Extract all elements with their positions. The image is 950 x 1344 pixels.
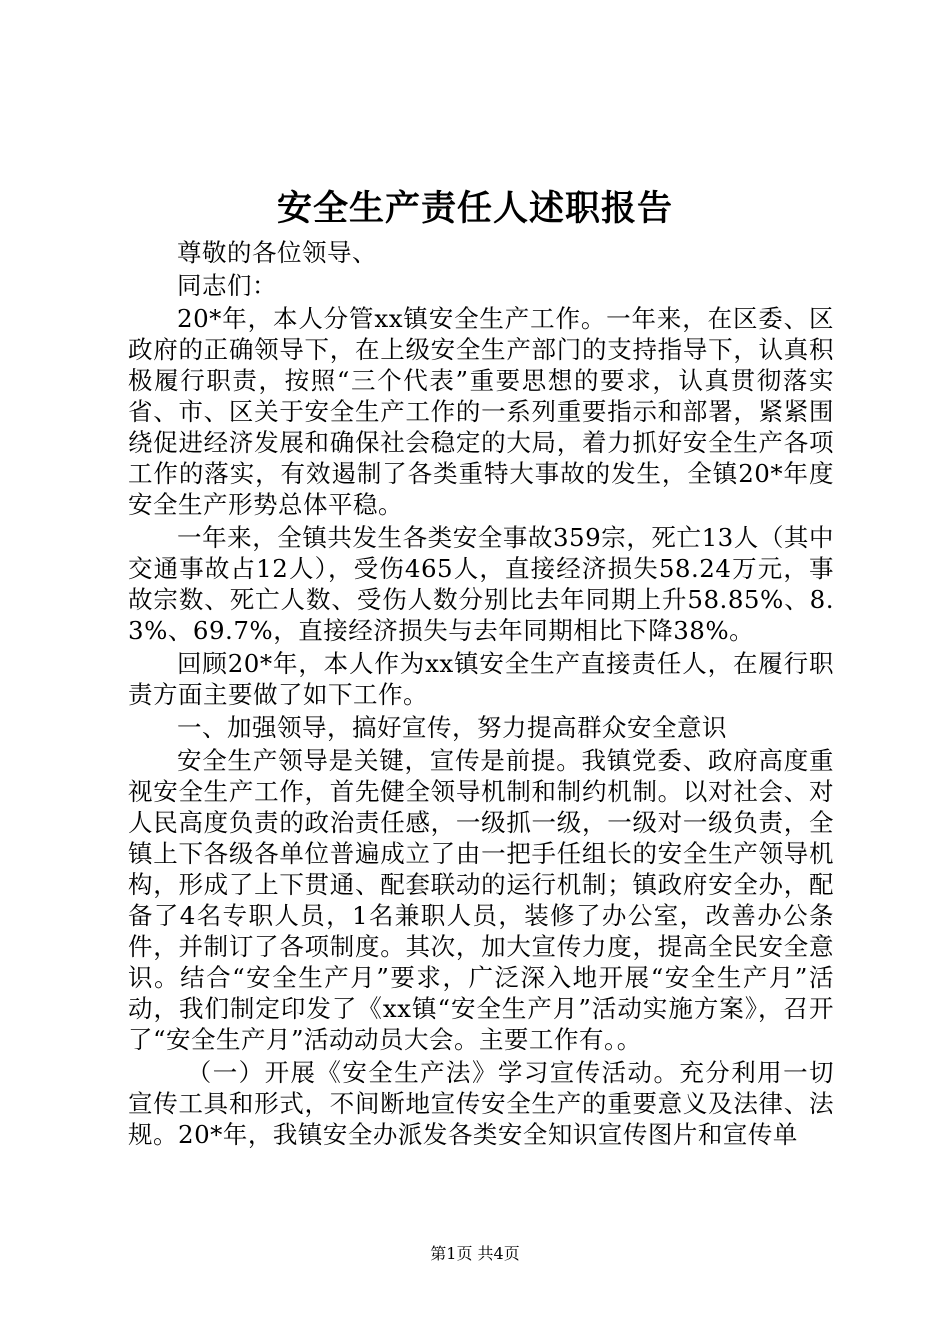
paragraph-subsection-1: （一）开展《安全生产法》学习宣传活动。充分利用一切宣传工具和形式，不间断地宣传安全生产的重要意义及法律、法规。20*年，我镇安全办派发各类安全知识宣传图片和宣传单 [128,1058,834,1149]
salutation-line-1: 尊敬的各位领导、 [177,238,377,267]
section-heading-1: 一、加强领导，搞好宣传，努力提高群众安全意识 [177,713,727,742]
paragraph-statistics: 一年来，全镇共发生各类安全事故359宗，死亡13人（其中交通事故占12人），受伤465人，直接经济损失58.24万元，事故宗数、死亡人数、受伤人数分别比去年同期上升58.85%、8.3%、69.7%，直接经济损失与去年同期相比下降38%。 [128,523,834,645]
document-body [128,237,834,1152]
paragraph-section-1: 安全生产领导是关键，宣传是前提。我镇党委、政府高度重视安全生产工作，首先健全领导机制和制约机制。以对社会、对人民高度负责的政治责任感，一级抓一级，一级对一级负责，全镇上下各级各单位普遍成立了由一把手任组长的安全生产领导机构，形成了上下贯通、配套联动的运行机制；镇政府安全办，配备了4名专职人员，1名兼职人员，装修了办公室，改善办公条件，并制订了各项制度。其次，加大宣传力度，提高全民安全意识。结合“安全生产月”要求，广泛深入地开展“安全生产月”活动，我们制定印发了《xx镇“安全生产月”活动实施方案》，召开了“安全生产月”活动动员大会。主要工作有。。 [128,746,834,1054]
paragraph-intro: 20*年，本人分管xx镇安全生产工作。一年来，在区委、区政府的正确领导下，在上级安全生产部门的支持指导下，认真积极履行职责，按照“三个代表”重要思想的要求，认真贯彻落实省、市、区关于安全生产工作的一系列重要指示和部署，紧紧围绕促进经济发展和确保社会稳定的大局，着力抓好安全生产各项工作的落实，有效遏制了各类重特大事故的发生，全镇20*年度安全生产形势总体平稳。 [128,304,834,519]
document-title: 安全生产责任人述职报告 [276,189,673,229]
page-footer: 第1页 共4页 [430,1244,520,1263]
salutation-line-2: 同志们： [177,271,277,300]
paragraph-review: 回顾20*年，本人作为xx镇安全生产直接责任人，在履行职责方面主要做了如下工作。 [128,649,834,709]
